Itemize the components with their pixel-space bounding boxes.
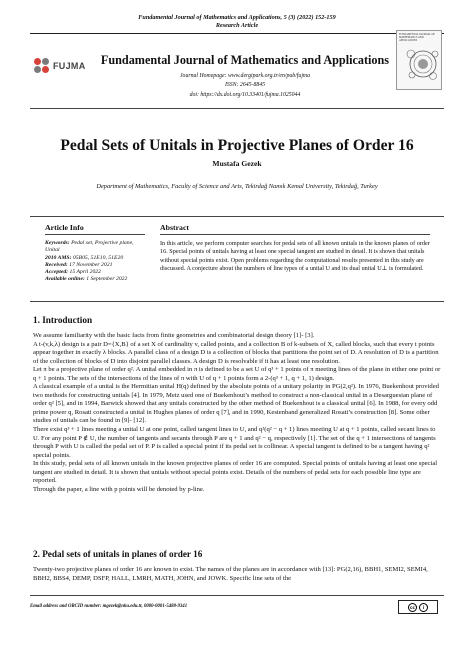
ams-line: 2010 AMS: 05B05, 51E10, 51E20 — [45, 254, 124, 261]
abstract-heading: Abstract — [160, 223, 190, 232]
section-1-body — [33, 332, 443, 494]
info-top-rule — [30, 216, 444, 217]
masthead-rule — [30, 108, 444, 109]
journal-doi[interactable]: doi: https://dx.doi.org/10.33401/fujma.1025044 — [189, 92, 301, 98]
keywords-line: Keywords: Pedal set, Projective plane, Unital — [45, 240, 134, 254]
info-bottom-rule — [30, 301, 444, 302]
journal-citation-line — [0, 14, 474, 30]
paragraph: A t-(v,k,λ) design is a pair D={X,B} of a set X of cardinality v, called points, and a collection B of k-subsets of X, called blocks, such that every t points appear together in exactly λ blocks. A parallel class of a design D is a collection of blocks that partitions the point set of D. A resolution of D is a partition of the collection of blocks of D into disjoint parallel classes. A design D is resolvable if it has at least one resolution. — [33, 340, 439, 365]
article-info-heading: Article Info — [45, 223, 84, 232]
attribution-icon: i — [419, 603, 428, 612]
footer-rule — [30, 595, 444, 596]
info-heading-rule — [45, 234, 145, 235]
paper-title: Pedal Sets of Unitals in Projective Planes of Order 16 — [60, 137, 414, 154]
paragraph: Let π be a projective plane of order q². A unital embedded in π is defined to be a set U of q³ + 1 points of π meeting lines of the plane in either one point or q + 1 points. The sets of the intersections of the lines of π with U of q + 1 points form a 2-(q³ + 1, q + 1, 1) design. — [33, 366, 441, 382]
section-2-heading: 2. Pedal sets of unitals in planes of order 16 — [33, 549, 203, 559]
logo-text: FUJMA — [53, 61, 86, 71]
abstract-text: In this article, we perform computer searches for pedal sets of all known unitals in the known planes of order 16. Special points of unitals having at least one special tangent are studied in detail. It is shown that unitals without special points exist. Open problems regarding the computational results presented in this study are discussed. A conjecture about the numbers of line types of a unital U and its dual unital U⊥ is formulated. — [160, 240, 430, 272]
paper-affiliation: Department of Mathematics, Faculty of Science and Arts, Tekirdağ Namık Kemal University, Tekirdağ, Turkey — [96, 183, 378, 190]
accepted-line: Accepted: 15 April 2022 — [45, 269, 101, 276]
section-2-paragraph: Twenty-two projective planes of order 16 are known to exist. The names of the planes are in accordance with [13]: PG(2,16), BBH1, SEMI2, SEMI4, BBH2, BBS4, DEMP, DSFP, HALL, LMRH, MATH, JOHN, and JOWK. Specific line sets of the — [33, 566, 428, 582]
received-line: Received: 17 November 2021 — [45, 261, 113, 268]
cover-title: FUNDAMENTAL JOURNAL OF MATHEMATICS AND APPLICATIONS — [399, 33, 435, 42]
paragraph: Through the paper, a line with p points will be denoted by p-line. — [33, 485, 205, 493]
paragraph: A classical example of a unital is the Hermitian unital H(q) defined by the absolute points of a unitary polarity in PG(2,q²). In 1976, Buekenhout provided two methods for constructing unitals [4]. In 1979, Metz used one of Buekenhout’s method to construct a non-classical unital in a Desarguesian plane of order q² [5], and in 1994, Barwick showed that any unitals constructed by the other method of Buekenhout is a classical unital [6]. In 1988, for every odd prime power q, Rosati constructed a unital in Hughes planes of order q [7], and in 1990, Kestenband generalized Rosati’s construction [8]. Some other studies of unitals can be found in [9]- [12]. — [33, 383, 439, 425]
paragraph: In this study, pedal sets of all known unitals in the known projective planes of order 16 are computed. Special points of unitals having at least one special tangent are studied in detail. It is shown that unitals without special points exist. Details of the numbers of pedal sets for each possible line type are reported. — [33, 460, 438, 485]
journal-cover-image — [396, 30, 442, 90]
header-rule — [30, 33, 444, 34]
journal-title: Fundamental Journal of Mathematics and Applications — [100, 53, 390, 67]
footer-email: Email address and ORCID number: mgezek@nku.edu.tr, 0000-0001-5488-9341 — [30, 604, 188, 609]
paragraph: We assume familiarity with the basic facts from finite geometries and combinatorial design theory [1]- [3]. — [33, 332, 315, 339]
creative-commons-icon: cc — [408, 603, 417, 612]
online-line: Available online: 1 September 2022 — [45, 276, 128, 283]
abstract-heading-rule — [160, 234, 430, 235]
article-info-block — [45, 240, 145, 284]
fujma-logo-icon — [34, 58, 50, 74]
journal-line: Fundamental Journal of Mathematics and Applications, 5 (3) (2022) 152-159 — [138, 14, 336, 21]
paper-author: Mustafa Gezek — [212, 159, 262, 168]
section-1-heading: 1. Introduction — [33, 315, 93, 325]
cover-fractal-icon — [397, 42, 442, 84]
license-badge[interactable] — [398, 600, 438, 614]
journal-homepage[interactable]: Journal Homepage: www.dergipark.org.tr/en/pub/fujma — [179, 73, 311, 79]
article-type: Research Article — [215, 22, 259, 29]
journal-issn: ISSN: 2645-8845 — [224, 82, 266, 88]
fujma-logo — [34, 56, 104, 76]
paragraph: There exist q³ + 1 lines meeting a unital U at one point, called tangent lines to U, and q²(q² − q + 1) lines meeting U at q + 1 points, called secant lines to U. For any point P ∉ U, the number of tangents and secants through P are q + 1 and q² − q, respectively [1]. The set of the q + 1 intersections of tangents through P with U is called the pedal set of P. P is called a special point if its pedal set is collinear. A special tangent is defined to be a tangent having q² special points. — [33, 426, 436, 459]
